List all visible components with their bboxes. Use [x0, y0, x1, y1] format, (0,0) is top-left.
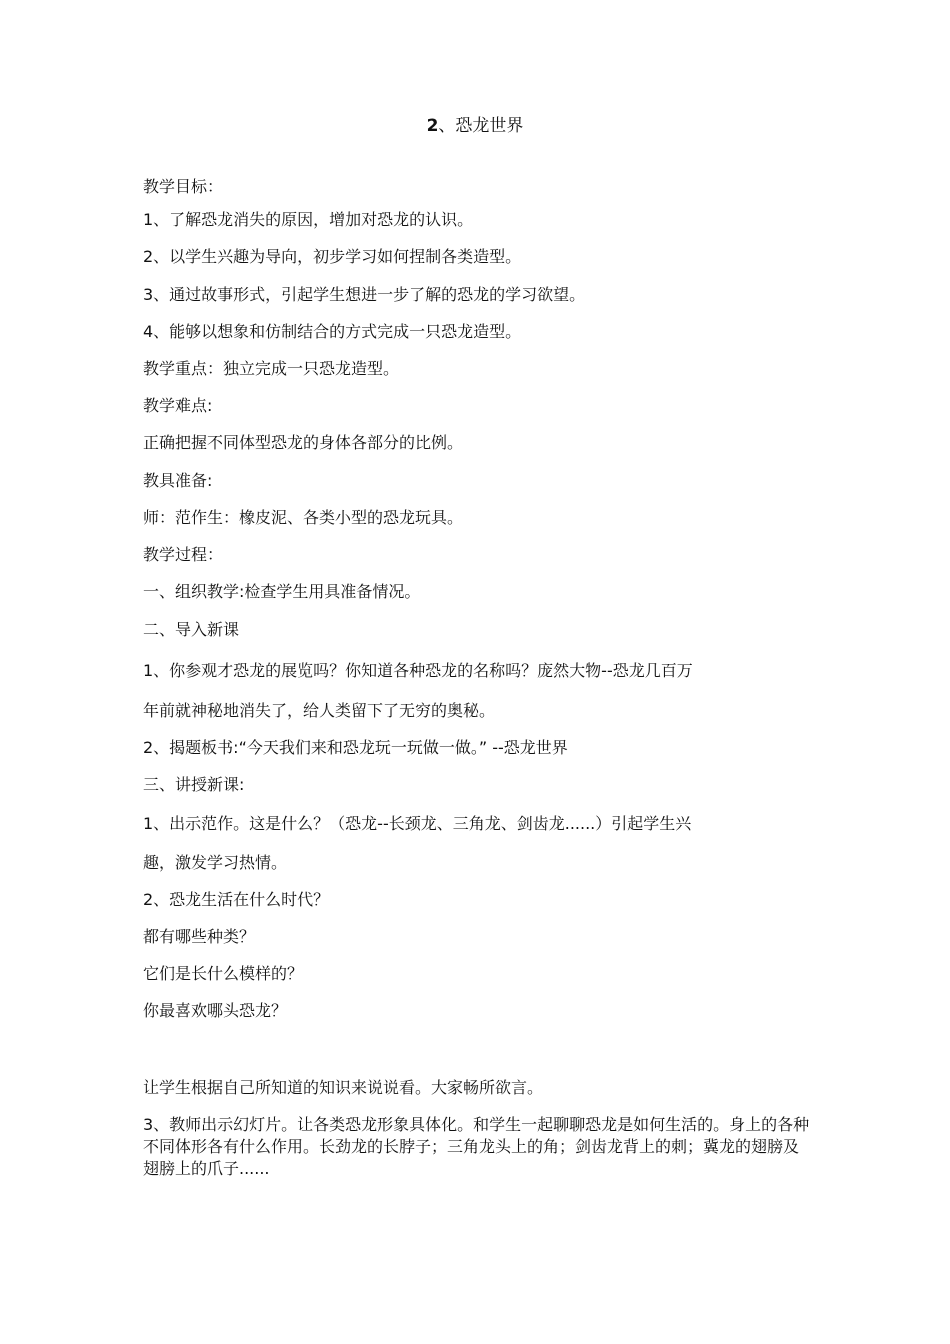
objective-3: 3、通过故事形式，引起学生想进一步了解的恐龙的学习欲望。: [143, 285, 586, 304]
document-title: [0, 114, 950, 138]
title-text: 、恐龙世界: [438, 116, 524, 136]
step-one: 一、组织教学:检查学生用具准备情况。: [143, 582, 421, 601]
difficulty-text: 正确把握不同体型恐龙的身体各部分的比例。: [143, 433, 464, 452]
step-two-item-1-line-1: 1、你参观才恐龙的展览吗？你知道各种恐龙的名称吗？庞然大物--恐龙几百万: [143, 661, 693, 680]
difficulty-heading: 教学难点:: [143, 396, 213, 415]
materials-heading: 教具准备:: [143, 471, 213, 490]
discussion-note: 让学生根据自己所知道的知识来说说看。大家畅所欲言。: [143, 1078, 544, 1097]
step-three-item-1-line-2: 趣，激发学习热情。: [143, 853, 288, 872]
objective-2: 2、以学生兴趣为导向，初步学习如何捏制各类造型。: [143, 247, 522, 266]
question-kinds: 都有哪些种类？: [143, 927, 256, 946]
objective-4: 4、能够以想象和仿制结合的方式完成一只恐龙造型。: [143, 322, 522, 341]
objective-1: 1、了解恐龙消失的原因，增加对恐龙的认识。: [143, 210, 474, 229]
key-point: 教学重点：独立完成一只恐龙造型。: [143, 359, 400, 378]
step-three-item-2: 2、恐龙生活在什么时代？: [143, 890, 330, 909]
step-two-heading: 二、导入新课: [143, 620, 240, 639]
objectives-heading: 教学目标：: [143, 177, 224, 196]
step-two-item-2: 2、揭题板书:“今天我们来和恐龙玩一玩做一做。” --恐龙世界: [143, 738, 568, 757]
question-favorite: 你最喜欢哪头恐龙？: [143, 1001, 288, 1020]
title-number: 2: [426, 116, 439, 136]
step-three-item-1-line-1: 1、出示范作。这是什么？（恐龙--长颈龙、三角龙、剑齿龙......）引起学生兴: [143, 814, 692, 833]
process-heading: 教学过程：: [143, 545, 224, 564]
step-two-item-1-line-2: 年前就神秘地消失了，给人类留下了无穷的奥秘。: [143, 701, 496, 720]
materials-text: 师：范作生：橡皮泥、各类小型的恐龙玩具。: [143, 508, 464, 527]
question-appearance: 它们是长什么模样的？: [143, 964, 304, 983]
step-three-item-3: 3、教师出示幻灯片。让各类恐龙形象具体化。和学生一起聊聊恐龙是如何生活的。身上的各种不同体形各有什么作用。长劲龙的长脖子；三角龙头上的角；剑齿龙背上的刺；冀龙的翅膀及翅膀上的爪子......: [143, 1115, 810, 1178]
step-three-heading: 三、讲授新课:: [143, 775, 245, 794]
